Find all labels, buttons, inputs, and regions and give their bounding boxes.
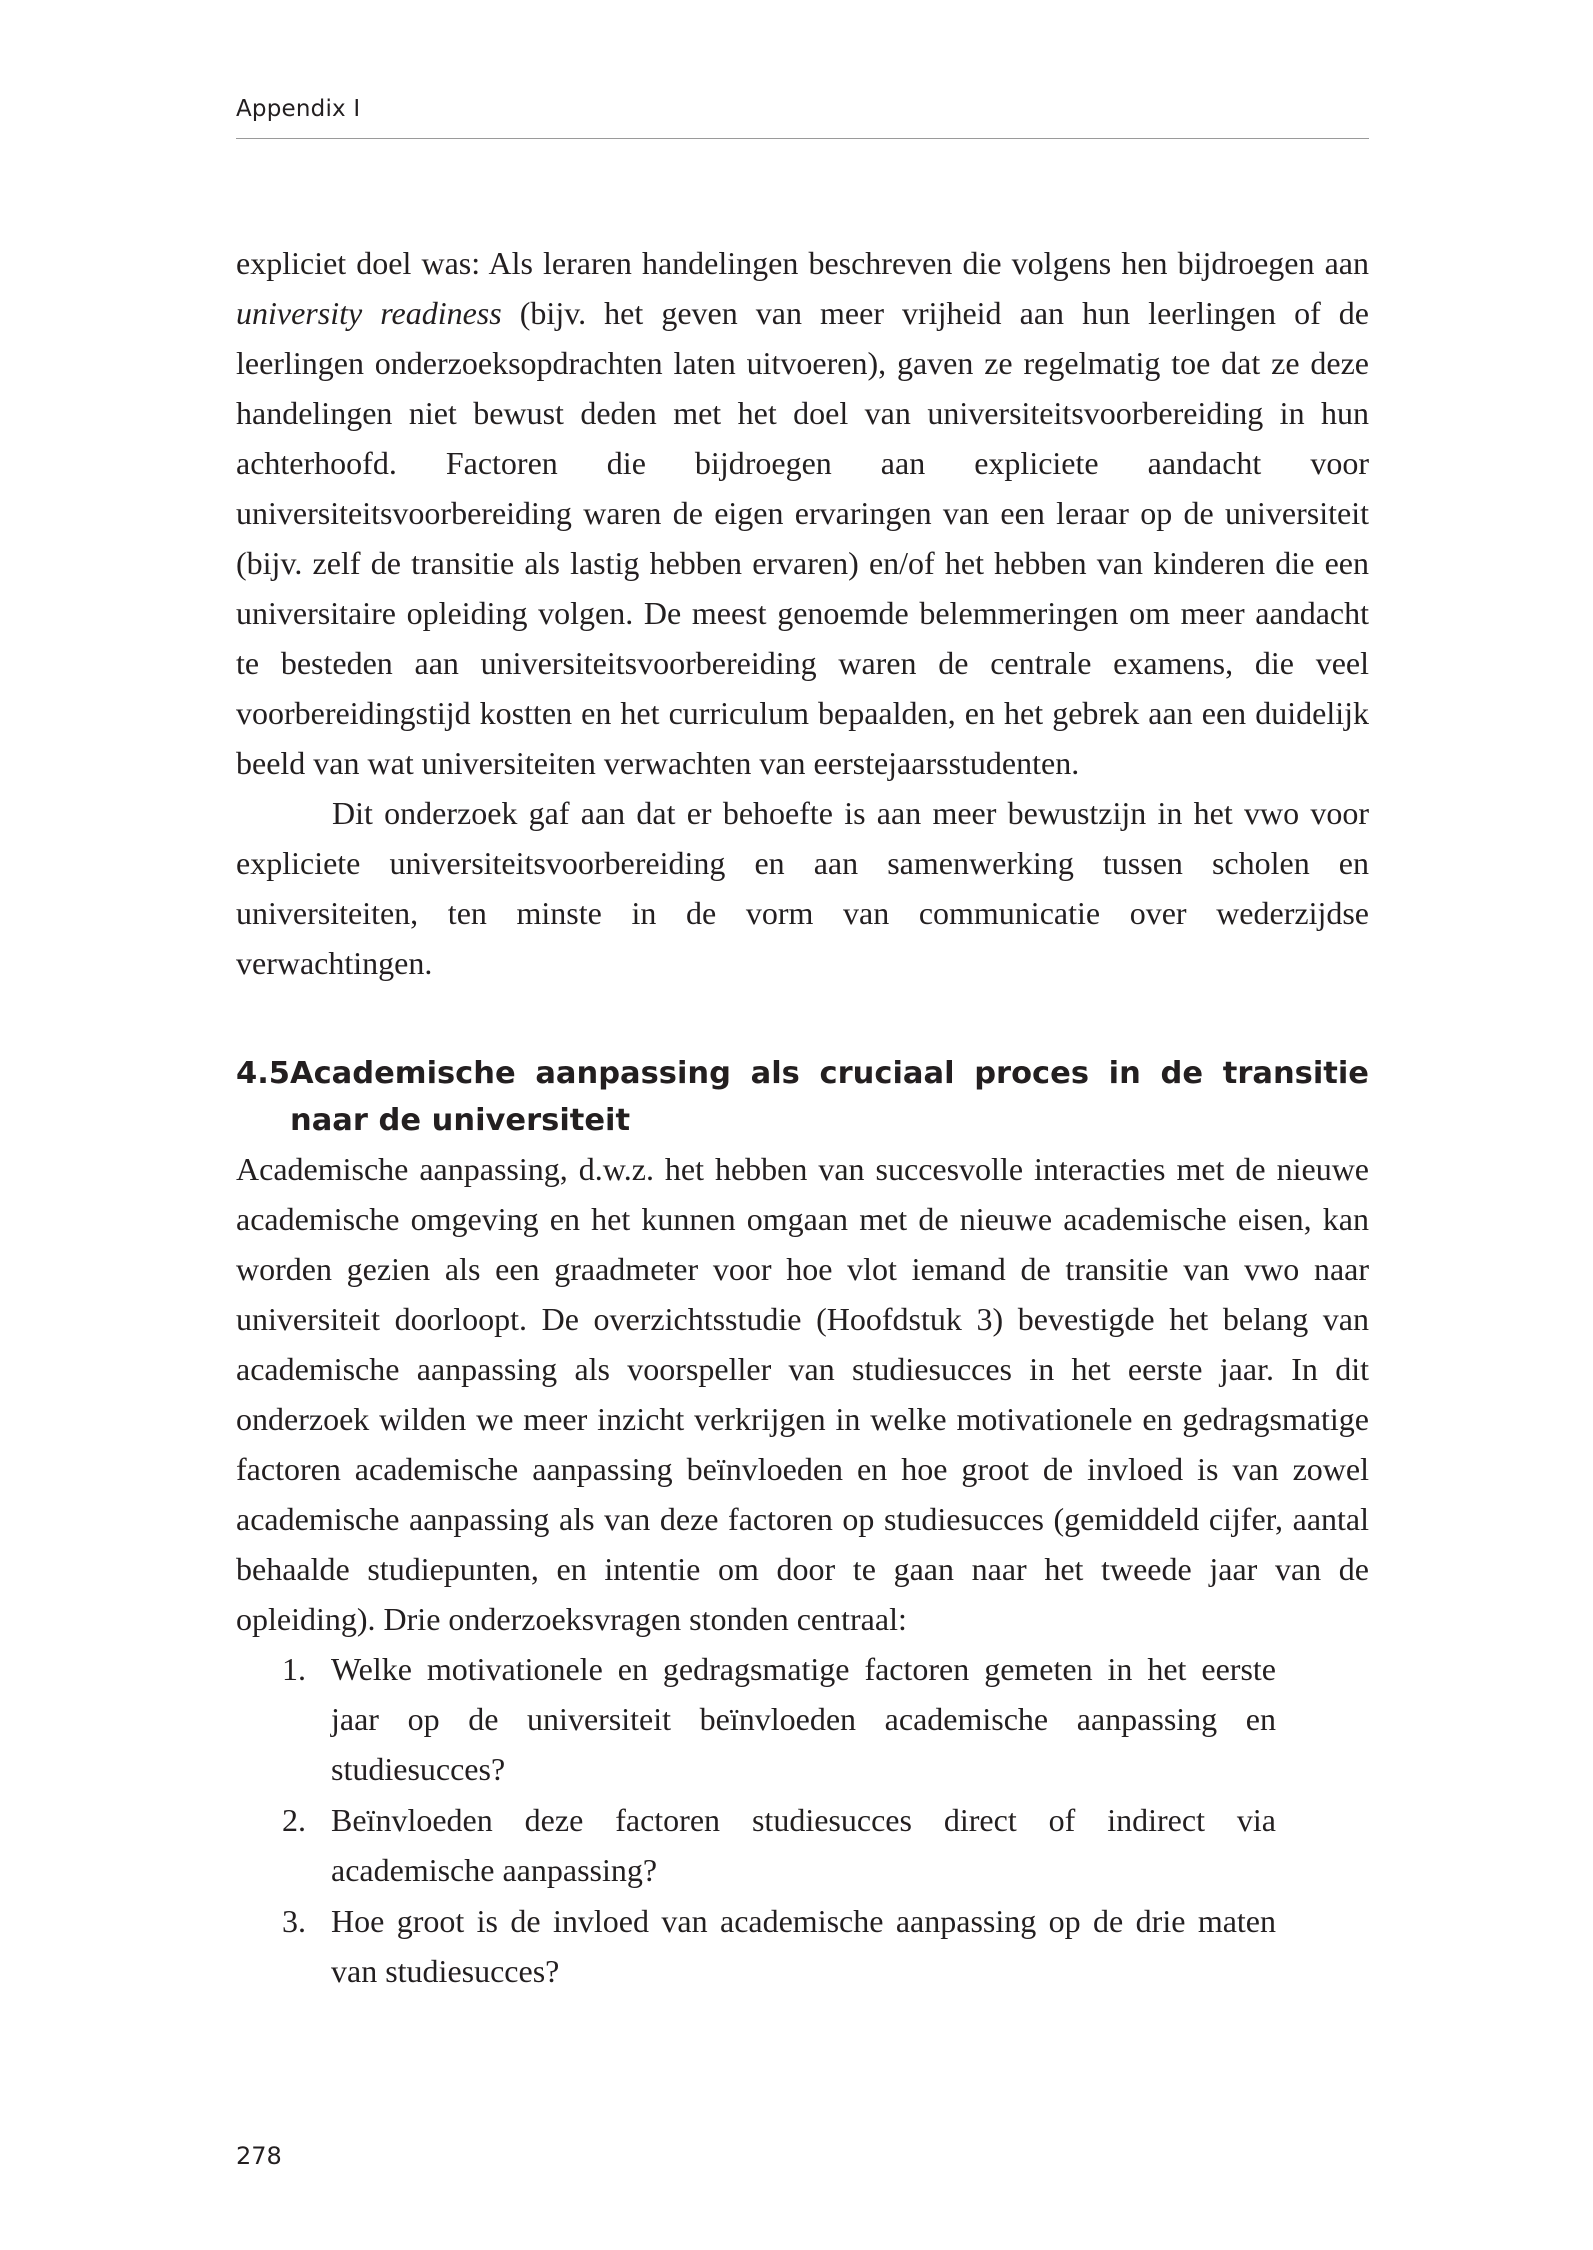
list-item-text: Beïnvloeden deze factoren studiesucces direct of indirect via academische aanpassing? xyxy=(331,1802,1276,1888)
paragraph-3: Academische aanpassing, d.w.z. het hebben van succesvolle interacties met de nieuwe academische omgeving en het kunnen omgaan met de nieuwe academische eisen, kan worden gezien als een graadmeter voor hoe vlot iemand de transitie van vwo naar universiteit doorloopt. De overzichtsstudie (Hoofdstuk 3) bevestigde het belang van academische aanpassing als voorspeller van studiesucces in het eerste jaar. In dit onderzoek wilden we meer inzicht verkrijgen in welke motivationele en gedragsmatige factoren academische aanpassing beïnvloeden en hoe groot de invloed is van zowel academische aanpassing als van deze factoren op studiesucces (gemiddeld cijfer, aantal behaalde studiepunten, en intentie om door te gaan naar het tweede jaar van de opleiding). Drie onderzoeksvragen stonden centraal: xyxy=(236,1151,1369,1637)
list-item-text: Welke motivationele en gedragsmatige factoren gemeten in het eerste jaar op de universiteit beïnvloeden academische aanpassing en studiesucces? xyxy=(331,1651,1276,1787)
section-heading xyxy=(236,1050,1369,1144)
paragraph-1-text-b: (bijv. het geven van meer vrijheid aan hun leerlingen of de leerlingen onderzoeksopdrachten laten uitvoeren), gaven ze regelmatig toe dat ze deze handelingen niet bewust deden met het doel van universiteitsvoorbereiding in hun achterhoofd. Factoren die bijdroegen aan expliciete aandacht voor universiteitsvoorbereiding waren de eigen ervaringen van een leraar op de universiteit (bijv. zelf de transitie als lastig hebben ervaren) en/of het hebben van kinderen die een universitaire opleiding volgen. De meest genoemde belemmeringen om meer aandacht te besteden aan universiteitsvoorbereiding waren de centrale examens, die veel voorbereidingstijd kostten en het curriculum bepaalden, en het gebrek aan een duidelijk beeld van wat universiteiten verwachten van eerstejaarsstudenten. xyxy=(236,295,1370,781)
header-rule xyxy=(236,138,1369,139)
list-item-number: 3. xyxy=(282,1903,306,1939)
paragraph-2: Dit onderzoek gaf aan dat er behoefte is aan meer bewustzijn in het vwo voor expliciete universiteitsvoorbereiding en aan samenwerking tussen scholen en universiteiten, ten minste in de vorm van communicatie over wederzijdse verwachtingen. xyxy=(236,795,1369,981)
research-questions-list xyxy=(236,1644,1276,1996)
list-item xyxy=(236,1896,1276,1996)
paragraph-1-italic-term: university readiness xyxy=(236,295,502,331)
section-number: 4.5 xyxy=(236,1056,291,1091)
page-body xyxy=(236,238,1369,1997)
list-item xyxy=(236,1644,1276,1794)
list-item xyxy=(236,1795,1276,1895)
list-item-number: 2. xyxy=(282,1802,306,1838)
page-number: 278 xyxy=(236,2142,282,2170)
section-title: Academische aanpassing als cruciaal proces in de transitie naar de universiteit xyxy=(290,1056,1369,1138)
list-item-text: Hoe groot is de invloed van academische aanpassing op de drie maten van studiesucces? xyxy=(331,1903,1276,1989)
running-head: Appendix I xyxy=(236,96,361,122)
list-item-number: 1. xyxy=(282,1651,306,1687)
paragraph-1 xyxy=(236,238,1369,788)
paragraph-1-text-a: expliciet doel was: Als leraren handelingen beschreven die volgens hen bijdroegen aan xyxy=(236,245,1369,281)
